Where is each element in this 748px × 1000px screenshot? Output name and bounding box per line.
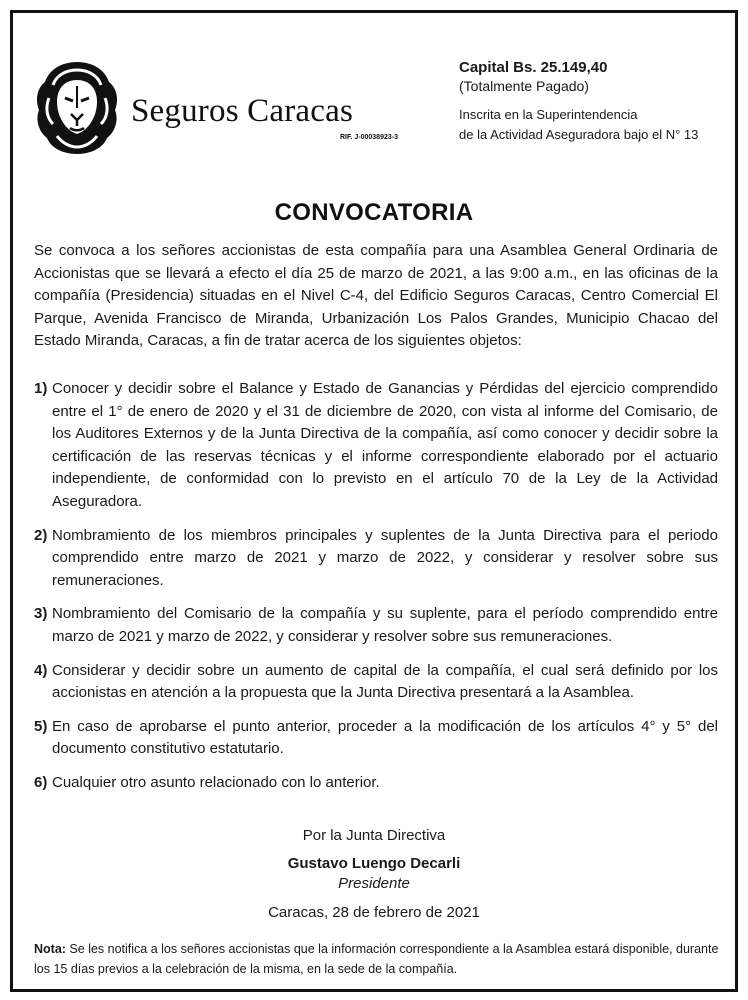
agenda-item-number: 4) [34,661,48,679]
registry-block [459,105,698,145]
signature-role: Presidente [338,875,410,892]
agenda-item-number: 2) [34,526,48,544]
agenda-item-text: Cualquier otro asunto relacionado con lo anterior. [52,773,380,791]
agenda-item-number: 3) [34,605,48,623]
footnote-label: Nota: [34,942,66,956]
signature-name: Gustavo Luengo Decarli [287,855,461,872]
capital-note: (Totalmente Pagado) [459,78,589,94]
agenda-item-number: 6) [34,773,48,791]
footnote [34,939,724,979]
notice-page [10,10,738,992]
capital-amount: Capital Bs. 25.149,40 [459,59,608,76]
page-title: CONVOCATORIA [274,199,474,226]
agenda-item-text: En caso de aprobarse el punto anterior, proceder a la modificación de los artículos 4° y 5° del documento constitutivo estatutario. [52,717,718,758]
agenda-item-text: Considerar y decidir sobre un aumento de capital de la compañía, el cual será definido por los accionistas en atención a la propuesta que la Junta Directiva presentará a la Asamblea. [52,661,718,702]
agenda-item [34,378,718,514]
agenda-item [34,772,718,795]
footnote-text: Se les notifica a los señores accionistas que la información correspondiente a la Asamblea estará disponible, durante los 15 días previos a la celebración de la misma, en la sede de la compañía. [34,942,719,976]
registry-line-1: Inscrita en la Superintendencia [459,107,638,122]
agenda-item-text: Conocer y decidir sobre el Balance y Estado de Ganancias y Pérdidas del ejercicio comprendido entre el 1° de enero de 2020 y el 31 de diciembre de 2020, con vista al informe del Comisario, de los Auditores Externos y de la Junta Directiva de la compañía, así como conocer y decidir sobre la certificación de las reservas técnicas y el informe correspondiente elaborado por el actuario independiente, de conformidad con lo previsto en el artículo 70 de la Ley de la Actividad Aseguradora. [52,380,718,510]
agenda-item-number: 5) [34,717,48,735]
agenda-item [34,660,718,705]
brand-name: Seguros Caracas [131,93,354,129]
agenda-item-number: 1) [34,380,48,397]
intro-paragraph: Se convoca a los señores accionistas de esta compañía para una Asamblea General Ordinaria de Accionistas que se llevará a efecto el día 25 de marzo de 2021, a las 9:00 a.m., en las oficinas de la compañía (Presidencia) situadas en el Nivel C-4, del Edificio Seguros Caracas, Centro Comercial El Parque, Avenida Francisco de Miranda, Urbanización Los Palos Grandes, Municipio Chacao del Estado Miranda, Caracas, a fin de tratar acerca de los siguientes objetos: [34,242,718,350]
agenda-item [34,716,718,761]
agenda-item-text: Nombramiento de los miembros principales y suplentes de la Junta Directiva para el periodo comprendido entre marzo de 2021 y marzo de 2022, y considerar y resolver sobre sus remuneraciones. [52,526,718,589]
agenda-list [34,378,718,806]
signature-board: Por la Junta Directiva [302,827,446,844]
agenda-item-text: Nombramiento del Comisario de la compañía y su suplente, para el período comprendido entre marzo de 2021 y marzo de 2022, y considerar y resolver sobre sus remuneraciones. [52,605,718,645]
lion-logo-icon [35,58,119,158]
registry-line-2: de la Actividad Aseguradora bajo el N° 13 [459,127,699,142]
place-date: Caracas, 28 de febrero de 2021 [268,904,480,921]
agenda-item [34,603,718,648]
rif-number: RIF. J-00038923-3 [340,134,398,141]
capital-block [459,58,607,96]
agenda-item [34,525,718,593]
